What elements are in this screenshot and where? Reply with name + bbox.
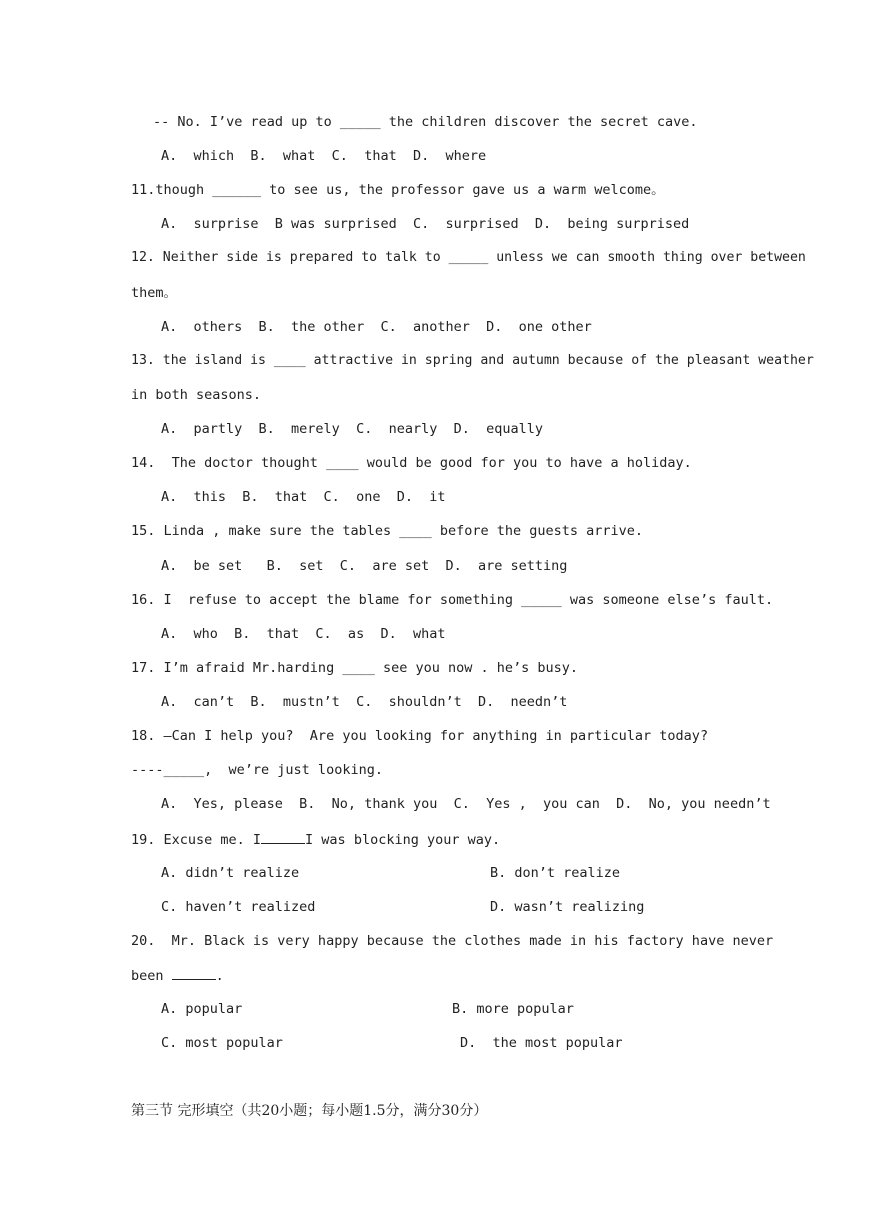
q13-stem-line1: 13. the island is ____ attractive in spring and autumn because of the pleasant weather — [131, 353, 814, 368]
q12-stem-line1: 12. Neither side is prepared to talk to _____ unless we can smooth thing over between — [131, 250, 806, 265]
q14-stem: 14. The doctor thought ____ would be good for you to have a holiday. — [131, 455, 692, 471]
q13-stem-line2: in both seasons. — [131, 387, 262, 403]
q20-option-b: B. more popular — [452, 1001, 574, 1017]
q16-options: A. who B. that C. as D. what — [161, 626, 446, 642]
q15-stem: 15. Linda , make sure the tables ____ before the guests arrive. — [131, 523, 644, 539]
q19-stem-before: 19. Excuse me. I — [131, 832, 262, 848]
q19-option-b: B. don’t realize — [490, 865, 621, 881]
q19-option-c: C. haven’t realized — [161, 899, 316, 915]
q20-stem-line1: 20. Mr. Black is very happy because the clothes made in his factory have never — [131, 933, 774, 949]
q11-stem: 11.though ______ to see us, the professor gave us a warm welcome。 — [131, 182, 665, 198]
q16-stem: 16. I refuse to accept the blame for something _____ was someone else’s fault. — [131, 592, 774, 608]
q19-option-d: D. wasn’t realizing — [490, 899, 645, 915]
q17-stem: 17. I’m afraid Mr.harding ____ see you now . he’s busy. — [131, 660, 579, 676]
q13-options: A. partly B. merely C. nearly D. equally — [161, 421, 544, 437]
q20-option-a: A. popular — [161, 1001, 243, 1017]
section-3-heading: 第三节 完形填空（共20小题；每小题1.5分，满分30分） — [131, 1103, 488, 1119]
q20-stem-after: . — [215, 968, 224, 984]
q20-option-c: C. most popular — [161, 1035, 283, 1051]
q18-stem-line1: 18. –Can I help you? Are you looking for anything in particular today? — [131, 728, 709, 744]
q19-stem-after: I was blocking your way. — [305, 832, 501, 848]
q20-blank — [172, 965, 216, 980]
q10-options: A. which B. what C. that D. where — [161, 148, 487, 164]
q11-options: A. surprise B was surprised C. surprised D. being surprised — [161, 216, 690, 232]
q12-options: A. others B. the other C. another D. one other — [161, 319, 592, 335]
q12-stem-line2: them。 — [131, 285, 178, 301]
q20-stem-line2 — [131, 965, 224, 986]
q17-options: A. can’t B. mustn’t C. shouldn’t D. needn’t — [161, 694, 568, 710]
q15-options: A. be set B. set C. are set D. are setting — [161, 558, 568, 574]
q10-stem: -- No. I’ve read up to _____ the children discover the secret cave. — [153, 114, 698, 130]
q20-stem-before: been — [131, 968, 172, 984]
q19-stem — [131, 829, 500, 850]
q18-options: A. Yes, please B. No, thank you C. Yes , you can D. No, you needn’t — [161, 796, 771, 812]
q14-options: A. this B. that C. one D. it — [161, 489, 446, 505]
q18-stem-line2: ----_____, we’re just looking. — [131, 762, 383, 778]
q20-option-d: D. the most popular — [460, 1035, 623, 1051]
q19-blank — [261, 829, 305, 844]
q19-option-a: A. didn’t realize — [161, 865, 300, 881]
